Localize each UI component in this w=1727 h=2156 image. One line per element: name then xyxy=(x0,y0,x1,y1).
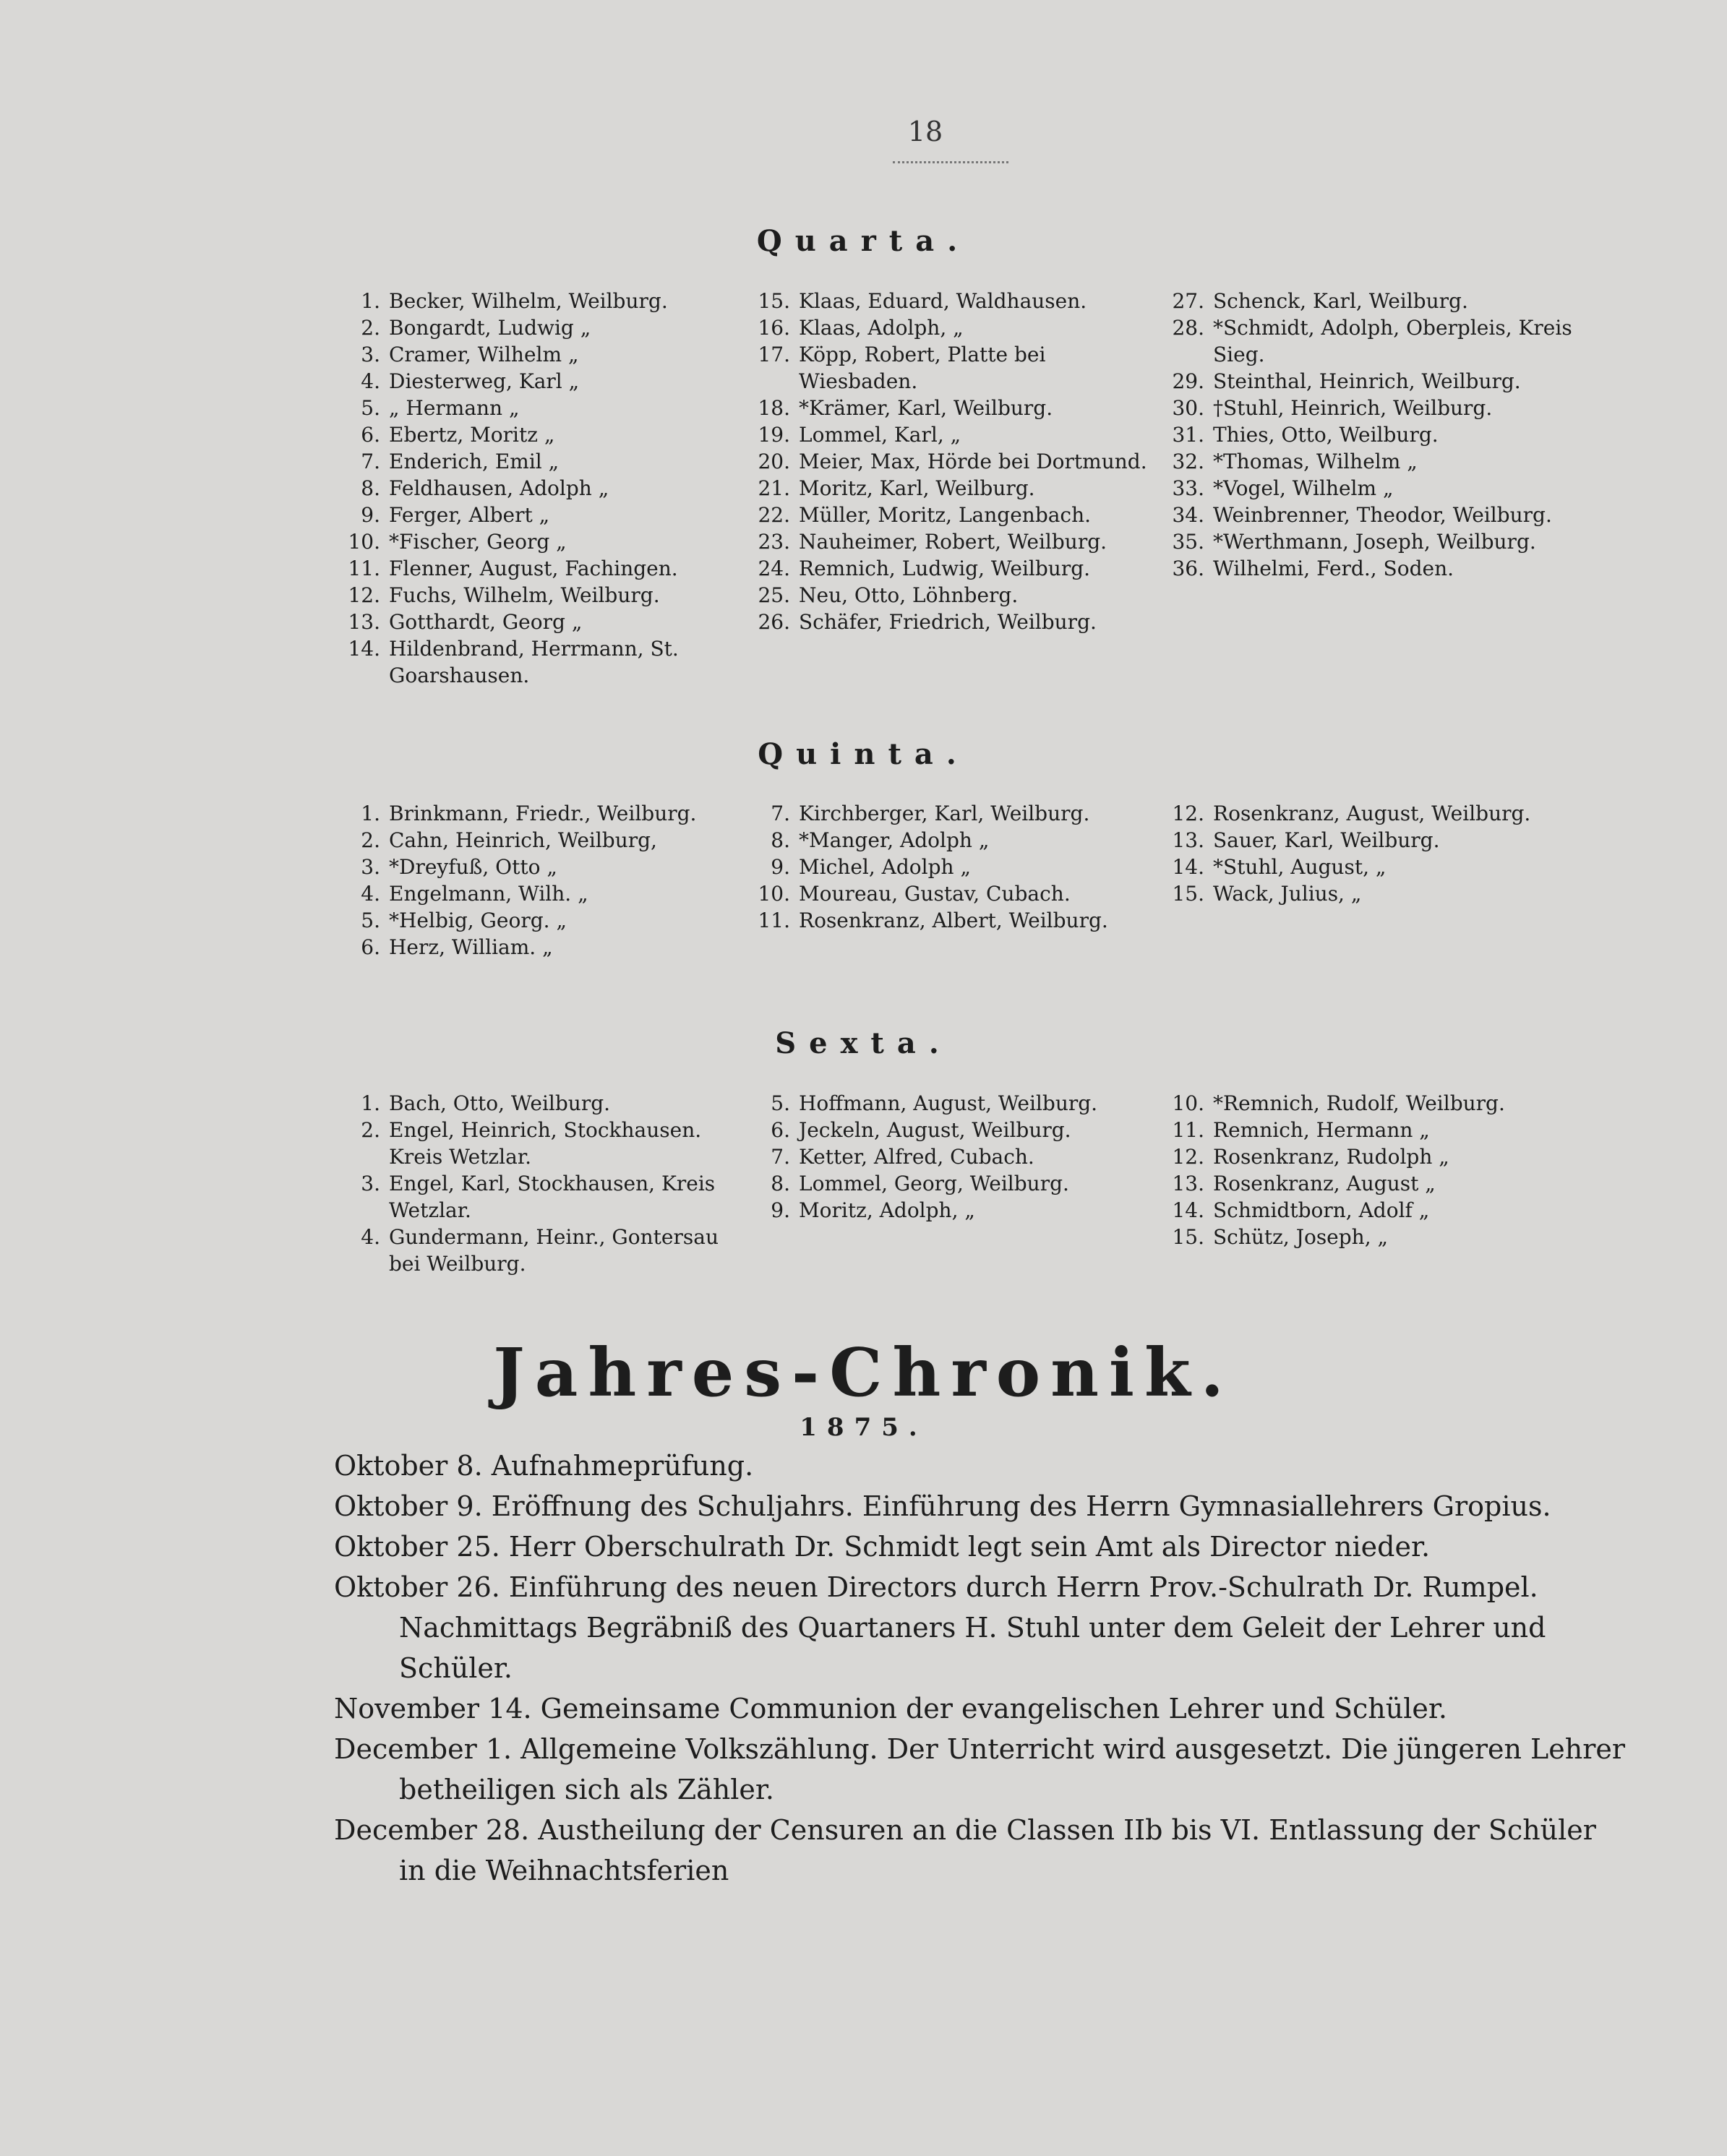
entry-text: Sauer, Karl, Weilburg. xyxy=(1213,828,1440,852)
entry-text: Hoffmann, August, Weilburg. xyxy=(799,1091,1098,1115)
entry-text: Schäfer, Friedrich, Weilburg. xyxy=(799,610,1097,634)
entry-text: Remnich, Hermann „ xyxy=(1213,1118,1430,1142)
entry-number: 5. xyxy=(361,396,380,420)
quinta-heading: Quinta. xyxy=(758,737,969,771)
entry-text: Diesterweg, Karl „ xyxy=(389,369,580,393)
entry-text: Wilhelmi, Ferd., Soden. xyxy=(1213,557,1454,580)
entry-number: 33. xyxy=(1172,476,1204,500)
entry-text: *Fischer, Georg „ xyxy=(389,530,567,554)
entry-text: Feldhausen, Adolph „ xyxy=(389,476,609,500)
entry-number: 4. xyxy=(361,1225,380,1249)
entry-number: 30. xyxy=(1172,396,1204,420)
entry-text: Weinbrenner, Theodor, Weilburg. xyxy=(1213,503,1552,527)
entry-number: 10. xyxy=(758,882,790,906)
quinta-column-2 xyxy=(755,800,1160,934)
entry-text: Bach, Otto, Weilburg. xyxy=(389,1091,611,1115)
entry-number: 24. xyxy=(758,557,790,580)
entry-text: Gundermann, Heinr., Gontersau bei Weilburg. xyxy=(389,1225,719,1276)
student-entry xyxy=(346,880,750,907)
entry-text: Cramer, Wilhelm „ xyxy=(389,343,579,366)
entry-number: 1. xyxy=(361,802,380,825)
entry-number: 5. xyxy=(771,1091,790,1115)
sexta-heading: Sexta. xyxy=(775,1026,952,1060)
chronik-year: 1875. xyxy=(800,1413,927,1442)
entry-text: Ketter, Alfred, Cubach. xyxy=(799,1145,1034,1169)
quinta-column-3 xyxy=(1170,800,1574,907)
student-entry xyxy=(755,827,1160,854)
entry-text: Engel, Karl, Stockhausen, Kreis Wetzlar. xyxy=(389,1172,716,1222)
student-entry xyxy=(346,1224,750,1277)
entry-text: Bongardt, Ludwig „ xyxy=(389,316,591,340)
entry-number: 2. xyxy=(361,828,380,852)
entry-text: Kirchberger, Karl, Weilburg. xyxy=(799,802,1090,825)
quinta-column-1 xyxy=(346,800,750,961)
entry-text: †Stuhl, Heinrich, Weilburg. xyxy=(1213,396,1493,420)
entry-text: Rosenkranz, August, Weilburg. xyxy=(1213,802,1531,825)
ornament-divider xyxy=(893,155,1008,163)
entry-number: 18. xyxy=(758,396,790,420)
entry-text: „ Hermann „ xyxy=(389,396,520,420)
entry-text: *Schmidt, Adolph, Oberpleis, Kreis Sieg. xyxy=(1213,316,1572,366)
entry-number: 14. xyxy=(1172,1198,1204,1222)
entry-number: 4. xyxy=(361,369,380,393)
student-entry xyxy=(1170,1117,1574,1143)
chronik-line: Oktober 26. Einführung des neuen Directors durch Herrn Prov.-Schulrath Dr. Rumpel. xyxy=(334,1571,1538,1603)
student-entry xyxy=(1170,1197,1574,1224)
student-entry xyxy=(1170,880,1574,907)
entry-text: Müller, Moritz, Langenbach. xyxy=(799,503,1092,527)
entry-number: 13. xyxy=(1172,828,1204,852)
student-entry xyxy=(755,475,1160,502)
student-entry xyxy=(346,609,750,635)
student-entry xyxy=(1170,555,1574,582)
student-entry xyxy=(755,314,1160,341)
student-entry xyxy=(346,800,750,827)
entry-number: 13. xyxy=(1172,1172,1204,1195)
entry-number: 15. xyxy=(758,289,790,313)
entry-number: 19. xyxy=(758,423,790,447)
entry-text: Cahn, Heinrich, Weilburg, xyxy=(389,828,657,852)
entry-text: *Thomas, Wilhelm „ xyxy=(1213,450,1418,473)
student-entry xyxy=(346,854,750,880)
student-entry xyxy=(1170,1090,1574,1117)
entry-number: 29. xyxy=(1172,369,1204,393)
entry-number: 15. xyxy=(1172,1225,1204,1249)
chronik-entries xyxy=(334,1446,1626,1891)
entry-text: *Werthmann, Joseph, Weilburg. xyxy=(1213,530,1536,554)
quarta-column-1 xyxy=(346,288,750,689)
student-entry xyxy=(755,1170,1160,1197)
entry-number: 9. xyxy=(771,1198,790,1222)
student-entry xyxy=(1170,1170,1574,1197)
entry-text: Rosenkranz, August „ xyxy=(1213,1172,1436,1195)
entry-number: 6. xyxy=(361,423,380,447)
quarta-column-3 xyxy=(1170,288,1574,582)
entry-number: 27. xyxy=(1172,289,1204,313)
entry-number: 13. xyxy=(348,610,380,634)
entry-number: 3. xyxy=(361,855,380,879)
student-entry xyxy=(346,1117,750,1170)
student-entry xyxy=(755,907,1160,934)
entry-number: 4. xyxy=(361,882,380,906)
entry-text: *Krämer, Karl, Weilburg. xyxy=(799,396,1053,420)
entry-text: Engel, Heinrich, Stockhausen. Kreis Wetzlar. xyxy=(389,1118,702,1169)
entry-number: 12. xyxy=(1172,802,1204,825)
student-entry xyxy=(755,609,1160,635)
student-entry xyxy=(346,314,750,341)
entry-text: Becker, Wilhelm, Weilburg. xyxy=(389,289,668,313)
student-entry xyxy=(346,341,750,368)
student-entry xyxy=(755,854,1160,880)
entry-text: Flenner, August, Fachingen. xyxy=(389,557,678,580)
student-entry xyxy=(346,635,750,689)
student-entry xyxy=(1170,448,1574,475)
entry-text: Michel, Adolph „ xyxy=(799,855,971,879)
student-entry xyxy=(1170,421,1574,448)
entry-text: *Stuhl, August, „ xyxy=(1213,855,1387,879)
entry-number: 34. xyxy=(1172,503,1204,527)
entry-number: 11. xyxy=(758,909,790,932)
entry-number: 6. xyxy=(771,1118,790,1142)
entry-text: Lommel, Karl, „ xyxy=(799,423,961,447)
entry-text: *Manger, Adolph „ xyxy=(799,828,990,852)
student-entry xyxy=(346,448,750,475)
student-entry xyxy=(1170,528,1574,555)
student-entry xyxy=(755,1197,1160,1224)
chronik-line: betheiligen sich als Zähler. xyxy=(399,1774,774,1805)
entry-text: Klaas, Adolph, „ xyxy=(799,316,964,340)
entry-number: 7. xyxy=(361,450,380,473)
student-entry xyxy=(755,288,1160,314)
entry-number: 2. xyxy=(361,316,380,340)
entry-text: Enderich, Emil „ xyxy=(389,450,560,473)
entry-number: 25. xyxy=(758,583,790,607)
entry-text: Gotthardt, Georg „ xyxy=(389,610,583,634)
entry-number: 3. xyxy=(361,1172,380,1195)
student-entry xyxy=(1170,502,1574,528)
student-entry xyxy=(346,934,750,961)
entry-text: Neu, Otto, Löhnberg. xyxy=(799,583,1019,607)
entry-text: Lommel, Georg, Weilburg. xyxy=(799,1172,1069,1195)
entry-text: *Remnich, Rudolf, Weilburg. xyxy=(1213,1091,1505,1115)
student-entry xyxy=(346,907,750,934)
entry-number: 36. xyxy=(1172,557,1204,580)
entry-text: Klaas, Eduard, Waldhausen. xyxy=(799,289,1087,313)
entry-number: 21. xyxy=(758,476,790,500)
entry-text: Steinthal, Heinrich, Weilburg. xyxy=(1213,369,1521,393)
entry-number: 11. xyxy=(1172,1118,1204,1142)
chronik-title: Jahres-Chronik. xyxy=(493,1333,1234,1412)
student-entry xyxy=(346,555,750,582)
entry-text: Thies, Otto, Weilburg. xyxy=(1213,423,1439,447)
student-entry xyxy=(1170,314,1574,368)
student-entry xyxy=(346,368,750,395)
entry-text: Herz, William. „ xyxy=(389,935,553,959)
entry-number: 9. xyxy=(771,855,790,879)
student-entry xyxy=(755,800,1160,827)
student-entry xyxy=(755,448,1160,475)
entry-number: 35. xyxy=(1172,530,1204,554)
entry-number: 3. xyxy=(361,343,380,366)
chronik-line: Oktober 25. Herr Oberschulrath Dr. Schmidt legt sein Amt als Director nieder. xyxy=(334,1531,1431,1563)
entry-text: Brinkmann, Friedr., Weilburg. xyxy=(389,802,697,825)
entry-number: 10. xyxy=(348,530,380,554)
student-entry xyxy=(346,288,750,314)
student-entry xyxy=(1170,800,1574,827)
entry-text: Jeckeln, August, Weilburg. xyxy=(799,1118,1071,1142)
entry-number: 10. xyxy=(1172,1091,1204,1115)
entry-number: 16. xyxy=(758,316,790,340)
student-entry xyxy=(346,1170,750,1224)
chronik-line: Oktober 8. Aufnahmeprüfung. xyxy=(334,1450,754,1482)
entry-text: Ferger, Albert „ xyxy=(389,503,550,527)
student-entry xyxy=(755,1117,1160,1143)
chronik-line: in die Weihnachtsferien xyxy=(399,1855,729,1886)
entry-text: Moureau, Gustav, Cubach. xyxy=(799,882,1071,906)
entry-text: *Vogel, Wilhelm „ xyxy=(1213,476,1394,500)
student-entry xyxy=(346,582,750,609)
entry-number: 8. xyxy=(771,828,790,852)
student-entry xyxy=(755,421,1160,448)
entry-number: 1. xyxy=(361,289,380,313)
chronik-line: December 28. Austheilung der Censuren an die Classen IIb bis VI. Entlassung der Schüler xyxy=(334,1814,1596,1846)
student-entry xyxy=(755,528,1160,555)
entry-text: Rosenkranz, Albert, Weilburg. xyxy=(799,909,1108,932)
chronik-line: Oktober 9. Eröffnung des Schuljahrs. Einführung des Herrn Gymnasiallehrers Gropius. xyxy=(334,1490,1551,1522)
entry-text: Nauheimer, Robert, Weilburg. xyxy=(799,530,1107,554)
entry-number: 9. xyxy=(361,503,380,527)
entry-text: Engelmann, Wilh. „ xyxy=(389,882,588,906)
student-entry xyxy=(1170,288,1574,314)
entry-text: *Dreyfuß, Otto „ xyxy=(389,855,557,879)
entry-number: 8. xyxy=(771,1172,790,1195)
entry-number: 7. xyxy=(771,802,790,825)
student-entry xyxy=(1170,827,1574,854)
entry-number: 32. xyxy=(1172,450,1204,473)
student-entry xyxy=(346,421,750,448)
student-entry xyxy=(755,880,1160,907)
entry-number: 1. xyxy=(361,1091,380,1115)
sexta-column-2 xyxy=(755,1090,1160,1224)
student-entry xyxy=(346,395,750,421)
student-entry xyxy=(755,582,1160,609)
entry-number: 31. xyxy=(1172,423,1204,447)
entry-text: Schmidtborn, Adolf „ xyxy=(1213,1198,1430,1222)
sexta-column-1 xyxy=(346,1090,750,1277)
student-entry xyxy=(1170,395,1574,421)
entry-text: *Helbig, Georg. „ xyxy=(389,909,567,932)
entry-text: Köpp, Robert, Platte bei Wiesbaden. xyxy=(799,343,1046,393)
student-entry xyxy=(1170,854,1574,880)
entry-text: Schenck, Karl, Weilburg. xyxy=(1213,289,1468,313)
entry-text: Meier, Max, Hörde bei Dortmund. xyxy=(799,450,1147,473)
entry-number: 6. xyxy=(361,935,380,959)
entry-number: 22. xyxy=(758,503,790,527)
student-entry xyxy=(346,475,750,502)
chronik-line: December 1. Allgemeine Volkszählung. Der Unterricht wird ausgesetzt. Die jüngeren Lehrer xyxy=(334,1733,1626,1765)
entry-number: 8. xyxy=(361,476,380,500)
entry-number: 23. xyxy=(758,530,790,554)
student-entry xyxy=(755,555,1160,582)
student-entry xyxy=(755,1143,1160,1170)
quarta-heading: Quarta. xyxy=(756,224,971,258)
page-number: 18 xyxy=(907,116,943,147)
entry-number: 12. xyxy=(1172,1145,1204,1169)
student-entry xyxy=(755,341,1160,395)
entry-text: Rosenkranz, Rudolph „ xyxy=(1213,1145,1449,1169)
student-entry xyxy=(1170,368,1574,395)
quarta-column-2 xyxy=(755,288,1160,635)
student-entry xyxy=(346,528,750,555)
student-entry xyxy=(1170,1224,1574,1250)
student-entry xyxy=(346,827,750,854)
entry-text: Moritz, Karl, Weilburg. xyxy=(799,476,1035,500)
entry-number: 14. xyxy=(348,637,380,661)
student-entry xyxy=(755,502,1160,528)
entry-text: Fuchs, Wilhelm, Weilburg. xyxy=(389,583,660,607)
student-entry xyxy=(755,395,1160,421)
entry-number: 11. xyxy=(348,557,380,580)
student-entry xyxy=(346,502,750,528)
sexta-column-3 xyxy=(1170,1090,1574,1250)
entry-number: 28. xyxy=(1172,316,1204,340)
entry-text: Ebertz, Moritz „ xyxy=(389,423,555,447)
student-entry xyxy=(346,1090,750,1117)
entry-number: 12. xyxy=(348,583,380,607)
entry-text: Hildenbrand, Herrmann, St. Goarshausen. xyxy=(389,637,679,687)
entry-number: 2. xyxy=(361,1118,380,1142)
entry-number: 20. xyxy=(758,450,790,473)
entry-number: 17. xyxy=(758,343,790,366)
entry-number: 14. xyxy=(1172,855,1204,879)
student-entry xyxy=(1170,475,1574,502)
chronik-line: Schüler. xyxy=(399,1652,513,1684)
entry-number: 7. xyxy=(771,1145,790,1169)
entry-number: 5. xyxy=(361,909,380,932)
entry-text: Moritz, Adolph, „ xyxy=(799,1198,975,1222)
entry-text: Schütz, Joseph, „ xyxy=(1213,1225,1389,1249)
chronik-line: Nachmittags Begräbniß des Quartaners H. Stuhl unter dem Geleit der Lehrer und xyxy=(399,1612,1546,1644)
student-entry xyxy=(1170,1143,1574,1170)
chronik-line: November 14. Gemeinsame Communion der evangelischen Lehrer und Schüler. xyxy=(334,1693,1447,1725)
entry-number: 15. xyxy=(1172,882,1204,906)
student-entry xyxy=(755,1090,1160,1117)
entry-text: Wack, Julius, „ xyxy=(1213,882,1362,906)
entry-text: Remnich, Ludwig, Weilburg. xyxy=(799,557,1091,580)
entry-number: 26. xyxy=(758,610,790,634)
